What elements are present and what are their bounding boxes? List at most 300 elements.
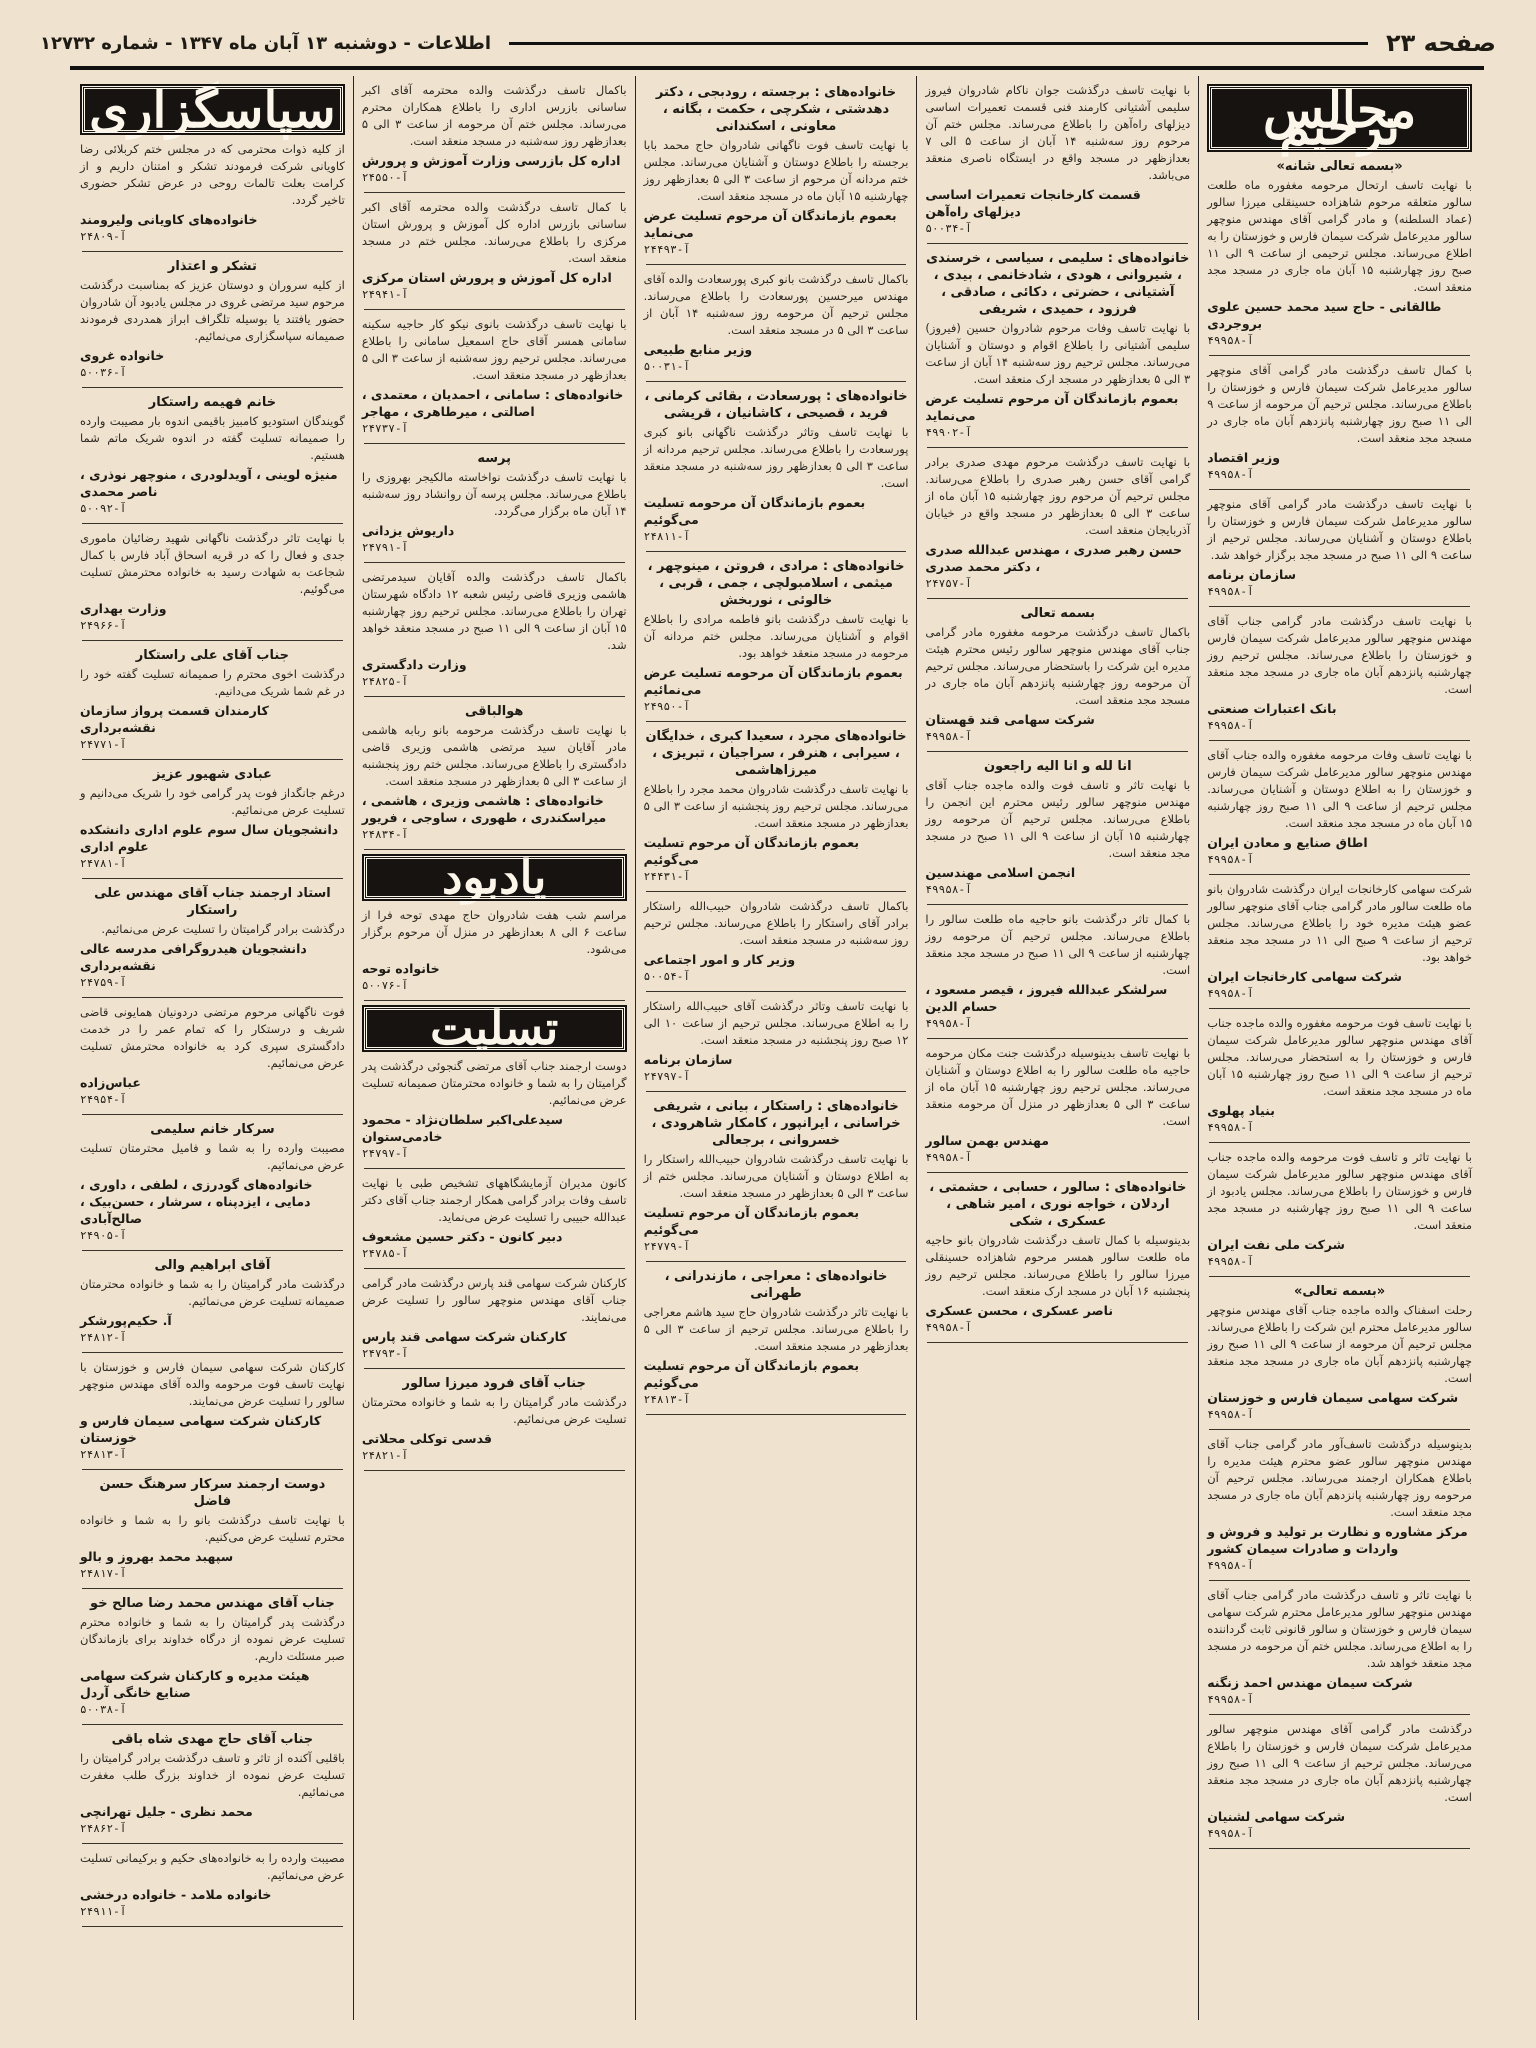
notice bbox=[644, 84, 909, 258]
notice-code: آ-۵۰۰۳۴ bbox=[925, 222, 972, 235]
notice-divider bbox=[927, 751, 1188, 752]
notice-code: آ-۴۹۹۵۸ bbox=[925, 883, 972, 896]
notice-body: درگذشت مادر گرامیتان را به شما و خانواده محترمتان تسلیت عرض می‌نمائیم. bbox=[361, 1395, 627, 1426]
notice-signature: بعموم بازماندگان آن مرحوم تسلیت عرض می‌نماید bbox=[643, 208, 897, 240]
notice-divider bbox=[82, 1469, 343, 1470]
banner-memorial: یادبود bbox=[364, 856, 625, 899]
notice-title: خانواده‌های مجرد ، سعیدا کبری ، خدایگان ، سیرابی ، هنرفر ، سراجیان ، تبریزی ، میرزاهاشمی bbox=[645, 729, 907, 778]
notice-divider bbox=[1209, 740, 1470, 741]
notice-divider bbox=[364, 562, 625, 563]
notice-divider bbox=[1209, 606, 1470, 607]
notice-divider bbox=[1209, 355, 1470, 356]
notice-divider bbox=[82, 1588, 343, 1589]
notice-divider bbox=[646, 1261, 907, 1262]
notice-divider bbox=[927, 447, 1188, 448]
notice-signature: کارکنان شرکت سهامی قند پارس bbox=[361, 1329, 567, 1344]
notice bbox=[925, 1045, 1190, 1166]
notice-divider bbox=[364, 1268, 625, 1269]
notice-divider bbox=[646, 551, 907, 552]
notice bbox=[1207, 362, 1472, 483]
notice-signature: سازمان برنامه bbox=[1207, 567, 1297, 582]
notice-code: آ-۲۴۴۳۱ bbox=[643, 870, 690, 883]
notice-signature: سازمان برنامه bbox=[643, 1052, 733, 1067]
notice-title: خانواده‌های : مرادی ، فروتن ، مینوچهر ، میثمی ، اسلامبولچی ، جمی ، قربی ، خالوئی ، نوربخش bbox=[647, 559, 905, 608]
notice-title: تشکر و اعتذار bbox=[167, 259, 257, 274]
notice-divider bbox=[82, 251, 343, 252]
notice bbox=[80, 1850, 345, 1920]
notice-signature: قسمت کارخانجات تعمیرات اساسی دیزلهای راه‌آهن bbox=[925, 187, 1141, 219]
column-4-notices-a bbox=[362, 82, 627, 850]
notice bbox=[362, 450, 627, 556]
notice-signature: شرکت سهامی لشنیان bbox=[1207, 1809, 1346, 1824]
notice-body: با نهایت تاسف وفات مرحوم شادروان حسین (فیروز) سلیمی آشتیانی را باطلاع اقوام و دوستان و آشنایان می‌رساند. مجلس ترحیم روز سه‌شنبه ۱۴ آبان از ساعت ۳ الی ۵ بعدازظهر در مسجد ارک منعقد است. bbox=[925, 321, 1191, 386]
column-3 bbox=[635, 76, 917, 2020]
notice bbox=[362, 1175, 627, 1262]
column-4 bbox=[353, 76, 635, 2020]
notice-code: آ-۴۹۹۵۸ bbox=[1207, 853, 1254, 866]
notice-signature: دبیر کانون - دکتر حسین مشعوف bbox=[361, 1229, 563, 1244]
column-2 bbox=[916, 76, 1198, 2020]
notice-signature: بعموم بازماندگان آن مرحوم تسلیت می‌گوئیم bbox=[643, 1205, 860, 1237]
notice bbox=[80, 1476, 345, 1582]
notice-body: کارکنان شرکت سهامی قند پارس درگذشت مادر گرامی جناب آقای مهندس منوچهر سالور را تسلیت عرض می‌نمایند. bbox=[361, 1276, 627, 1324]
notice-code: آ-۲۴۹۵۰ bbox=[643, 700, 690, 713]
notice-title: جناب آقای فرود میرزا سالور bbox=[402, 1376, 586, 1391]
notice-body: باکمال تاسف درگذشت بانو کبری پورسعادت والده آقای مهندس میرحسین پورسعادت را باطلاع می‌رساند. مجلس ترحیم آن مرحومه روز سه‌شنبه ۱۴ آبان از ساعت ۳ الی ۵ در مسجد منعقد است. bbox=[643, 272, 909, 337]
notice-body: با نهایت تاثر و تاسف فوت مرحومه والده ماجده جناب آقای مهندس منوچهر سالور مدیرعامل شرکت سیمان فارس و خوزستان را باطلاع می‌رساند. مجلس یادبود از ساعت ۹ الی ۱۱ صبح روز چهارشنبه در مسجد مجد منعقد است. bbox=[1207, 1150, 1472, 1232]
notice-code: آ-۲۴۸۱۳ bbox=[80, 1448, 127, 1461]
notice-code: آ-۴۹۹۵۸ bbox=[1207, 1121, 1254, 1134]
notice-signature: خانواده توحه bbox=[361, 961, 440, 976]
notice bbox=[1207, 1149, 1472, 1270]
notice bbox=[925, 1179, 1190, 1336]
notice-signature: وزارت دادگستری bbox=[361, 657, 467, 672]
notice-title: خانواده‌های : سالور ، حسابی ، حشمتی ، اردلان ، خواجه نوری ، امیر شاهی ، عسکری ، شکی bbox=[929, 1180, 1187, 1229]
notice-body: باکمال تاسف درگذشت شادروان حبیب‌الله راستکار برادر آقای راستکار را باطلاع می‌رساند. مجلس ترحیم روز سه‌شنبه در مسجد منعقد است. bbox=[643, 899, 909, 947]
column-3-notices bbox=[644, 84, 909, 1415]
banner-thanks: سپاسگزاری bbox=[82, 86, 343, 133]
notice-signature: وزارت بهداری bbox=[80, 601, 167, 616]
notice-body: با نهایت تاسف فوت ناگهانی شادروان حاج محمد بابا برجسته را باطلاع دوستان و آشنایان می‌رساند. مجلس ختم مردانه آن مرحوم از ساعت ۳ الی ۵ بعدازظهر روز چهارشنبه ۱۵ آبان ماه در مسجد منعقد است. bbox=[643, 138, 909, 203]
notice-divider bbox=[82, 997, 343, 998]
notice-title: خانواده‌های : پورسعادت ، بقائی کرمانی ، فرید ، قصیحی ، کاشانیان ، قریشی bbox=[644, 389, 908, 421]
notice bbox=[80, 141, 345, 245]
notice-code: آ-۲۴۴۹۳ bbox=[643, 243, 690, 256]
notice-body: با نهایت تاسف وتاثر درگذشت ناگهانی بانو کبری پورسعادت را باطلاع می‌رساند. مجلس ترحیم مردانه از ساعت ۳ الی ۵ بعدازظهر روز سه‌شنبه در مسجد منعقد است. bbox=[643, 425, 909, 490]
notice-signature: حسن رهبر صدری ، مهندس عبدالله صدری ، دکتر محمد صدری bbox=[925, 542, 1182, 574]
notice bbox=[1207, 1436, 1472, 1574]
notice bbox=[1207, 1721, 1472, 1842]
notice bbox=[644, 728, 909, 885]
notice-divider bbox=[82, 1926, 343, 1927]
notice-code: آ-۴۹۹۵۸ bbox=[1207, 987, 1254, 1000]
notice-divider bbox=[82, 1114, 343, 1115]
notice-body: بدینوسیله با کمال تاسف درگذشت شادروان بانو حاجیه ماه طلعت سالور همسر مرحوم شاهزاده حسینقلی میرزا سالور را باطلاع می‌رساند. مجلس ترحیم روز پنجشنبه ۱۶ آبان در مسجد ارک منعقد است. bbox=[925, 1233, 1191, 1298]
notice-body: با نهایت تاسف درگذشت مرحومه بانو ربابه هاشمی مادر آقایان سید مرتضی هاشمی وزیری قاضی دادگستری را باطلاع می‌رساند. مجلس ختم روز پنجشنبه از ساعت ۳ الی ۵ بعدازظهر در مسجد منعقد است. bbox=[361, 723, 627, 788]
notice-title: انا لله و انا الیه راجعون bbox=[983, 759, 1132, 774]
notice-divider bbox=[1209, 1276, 1470, 1277]
notice-signature: طالقانی - حاج سید محمد حسین علوی بروجردی bbox=[1207, 299, 1442, 331]
notice-code: آ-۲۴۹۶۶ bbox=[80, 619, 127, 632]
notice-code: آ-۲۴۷۵۷ bbox=[925, 577, 972, 590]
notice-signature: شرکت سهامی کارخانجات ایران bbox=[1207, 969, 1402, 984]
notice-signature: اطاق صنایع و معادن ایران bbox=[1207, 835, 1368, 850]
notice-divider bbox=[646, 1091, 907, 1092]
notice-title: خانواده‌های : سلیمی ، سیاسی ، خرسندی ، شیروانی ، هودی ، شادخانمی ، بیدی ، آشتیانی ، حضرتی ، دکائی ، صادقی ، فرزود ، حمیدی ، شریفی bbox=[926, 251, 1190, 317]
notice-code: آ-۲۴۸۶۲ bbox=[80, 1822, 127, 1835]
notice-code: آ-۲۴۷۸۵ bbox=[361, 1247, 409, 1260]
notice-code: آ-۴۹۹۵۸ bbox=[925, 1321, 972, 1334]
notice-body: با نهایت تاسف درگذشت مادر گرامی جناب آقای مهندس منوچهر سالور مدیرعامل شرکت سیمان فارس و خوزستان را باطلاع می‌رساند. مجلس ترحیم روز چهارشنبه پانزدهم آبان ماه جاری در مسجد مجد منعقد است. bbox=[1207, 614, 1472, 696]
notice bbox=[925, 250, 1190, 441]
notice-body: مصیبت وارده را به خانواده‌های حکیم و برکیمانی تسلیت عرض می‌نمائیم. bbox=[80, 1851, 345, 1882]
notice-signature: بنیاد پهلوی bbox=[1207, 1103, 1275, 1118]
notice-signature: شرکت ملی نفت ایران bbox=[1207, 1237, 1345, 1252]
notice bbox=[925, 82, 1190, 237]
notice-code: آ-۲۴۵۵۰ bbox=[361, 171, 409, 184]
notice-title: سرکار خانم سلیمی bbox=[150, 1122, 275, 1137]
notice-body: باکمال تاسف درگذشت والده محترمه آقای اکبر ساسانی بازرس اداری را باطلاع همکاران محترم می‌رساند. مجلس ختم آن مرحومه از ساعت ۳ الی ۵ بعدازظهر روز سه‌شنبه در مسجد منعقد است. bbox=[361, 83, 627, 148]
notice-signature: شرکت سیمان مهندس احمد زنگنه bbox=[1207, 1675, 1413, 1690]
notice-divider bbox=[927, 1038, 1188, 1039]
notice-title: خانم فهیمه راستکار bbox=[148, 395, 277, 410]
notice bbox=[1207, 1015, 1472, 1136]
notice-body: با نهایت تاسف بدینوسیله درگذشت جنت مکان مرحومه حاجیه ماه طلعت سالور را به اطلاع دوستان و آشنایان می‌رساند. مجلس ترحیم روز چهارشنبه ۱۵ آبان ماه از ساعت ۳ الی ۵ بعدازظهر در منزل آن مرحومه منعقد است. bbox=[925, 1046, 1191, 1128]
notice-signature: خانواده ملامد - خانواده درخشی bbox=[80, 1887, 272, 1902]
notice-signature: وزیر منابع طبیعی bbox=[643, 342, 753, 357]
notice-divider bbox=[1209, 1142, 1470, 1143]
banner-condolences: مجالس ترحیم bbox=[1209, 86, 1470, 150]
notice-body: با نهایت تاسف درگذشت بانو فاطمه مرادی را باطلاع اقوام و آشنایان می‌رساند. مجلس ختم مردانه آن مرحومه در مسجد منعقد خواهد بود. bbox=[643, 612, 909, 660]
notice-body: با کمال تاسف درگذشت مادر گرامی آقای منوچهر سالور مدیرعامل شرکت سیمان فارس و خوزستان را باطلاع می‌رساند. مجلس ترحیم آن مرحومه از ساعت ۹ الی ۱۱ صبح روز چهارشنبه پانزدهم آبان ماه جاری در مسجد مجد منعقد است. bbox=[1207, 363, 1472, 445]
notice-signature: خانواده‌های : سامانی ، احمدیان ، معتمدی ، اصالتی ، میرطاهری ، مهاجر bbox=[361, 387, 624, 419]
notice bbox=[80, 1595, 345, 1718]
notice-body: دوست ارجمند جناب آقای مرتضی گنجوئی درگذشت پدر گرامیتان را به شما و خانواده محترمتان صمیمانه تسلیت عرض می‌نمائیم. bbox=[361, 1059, 627, 1107]
notice-signature: اداره کل آموزش و پرورش استان مرکزی bbox=[361, 270, 612, 285]
notice bbox=[362, 82, 627, 186]
column-2-notices bbox=[925, 82, 1190, 1343]
notice-divider bbox=[82, 878, 343, 879]
notice-divider bbox=[646, 381, 907, 382]
notice-divider bbox=[364, 443, 625, 444]
notice-divider bbox=[82, 523, 343, 524]
notice-code: آ-۴۹۹۵۸ bbox=[1207, 1408, 1254, 1421]
notice-signature: کارمندان قسمت پرواز سازمان نقشه‌برداری bbox=[80, 703, 269, 735]
notice-code: آ-۲۴۸۳۴ bbox=[361, 828, 409, 841]
notice-code: آ-۵۰۰۳۱ bbox=[643, 360, 690, 373]
notice-signature: سیدعلی‌اکبر سلطان‌نژاد - محمود خادمی‌ستوان bbox=[361, 1112, 563, 1144]
notice bbox=[362, 907, 627, 994]
notice-divider bbox=[927, 1172, 1188, 1173]
notice bbox=[80, 1359, 345, 1463]
notice-code: آ-۲۴۷۷۹ bbox=[643, 1240, 690, 1253]
notice-code: آ-۲۴۸۱۳ bbox=[643, 1393, 690, 1406]
notice-divider bbox=[82, 1250, 343, 1251]
notice-divider bbox=[1209, 1848, 1470, 1849]
notice-code: آ-۴۹۹۰۲ bbox=[925, 426, 972, 439]
notice-code: آ-۴۹۹۵۸ bbox=[1207, 1255, 1254, 1268]
notice-title: خانواده‌های : برجسته ، رودبجی ، دکتر دهدشتی ، شکرچی ، حکمت ، بگانه ، معاونی ، اسکندانی bbox=[655, 85, 897, 134]
notice-signature: وزیر اقتصاد bbox=[1207, 450, 1280, 465]
column-1 bbox=[1198, 76, 1480, 2020]
notice-title: هوالباقی bbox=[465, 704, 524, 719]
notice-code: آ-۴۹۹۵۸ bbox=[1207, 468, 1254, 481]
notice-code: آ-۴۹۹۵۸ bbox=[1207, 585, 1254, 598]
notice-code: آ-۲۴۸۱۱ bbox=[643, 530, 690, 543]
notice-body: با نهایت تاسف درگذشت مادر گرامی آقای منوچهر سالور مدیرعامل شرکت سیمان فارس و خوزستان را باطلاع دوستان و آشنایان می‌رساند. مجلس ترحیم از ساعت ۹ الی ۱۱ صبح در مسجد مجد برگزار خواهد شد. bbox=[1207, 497, 1472, 562]
notice-code: آ-۵۰۰۷۶ bbox=[361, 979, 409, 992]
notice-body: کانون مدیران آزمایشگاههای تشخیص طبی با نهایت تاسف وفات برادر گرامی همکار ارجمند جناب آقای دکتر عبدالله حبیبی را تسلیت عرض می‌نماید. bbox=[361, 1176, 627, 1224]
notice-body: با نهایت تاسف درگذشت شادروان محمد مجرد را باطلاع می‌رساند. مجلس ترحیم روز پنجشنبه از ساعت ۳ الی ۵ بعدازظهر در مسجد منعقد است. bbox=[643, 782, 909, 830]
notice-title: «بسمه تعالی شانه» bbox=[1276, 159, 1403, 174]
notice-divider bbox=[82, 759, 343, 760]
notice-divider bbox=[927, 904, 1188, 905]
notice-signature: سپهبد محمد بهروز و بالو bbox=[80, 1549, 234, 1564]
notice-body: با نهایت تاسف درگذشت بانو را به شما و خانواده محترم تسلیت عرض می‌کنیم. bbox=[80, 1513, 345, 1544]
notice-signature: قدسی توکلی محلاتی bbox=[361, 1431, 492, 1446]
notice-signature: دانشجویان هیدروگرافی مدرسه عالی نقشه‌برداری bbox=[80, 941, 307, 973]
notice bbox=[80, 1004, 345, 1108]
notice bbox=[362, 199, 627, 303]
header-rule bbox=[509, 42, 1368, 45]
notice-code: آ-۲۴۷۹۳ bbox=[361, 1347, 409, 1360]
notice-code: آ-۴۹۹۵۸ bbox=[1207, 1559, 1254, 1572]
notice-body: درگذشت مادر گرامیتان را به شما و خانواده محترمتان صمیمانه تسلیت عرض می‌نمائیم. bbox=[80, 1277, 345, 1308]
notice bbox=[644, 1268, 909, 1408]
page-number: صفحه ۲۳ bbox=[1386, 29, 1496, 57]
notice-code: آ-۵۰۰۹۲ bbox=[80, 502, 127, 515]
notice-body: با نهایت تاسف ارتحال مرحومه مغفوره ماه طلعت سالور متعلقه مرحوم شاهزاده حسینقلی میرزا سالور (عماد السلطنه) و مادر گرامی آقای مهندس منوچهر سالور مدیرعامل شرکت سیمان فارس و خوزستان را به اطلاع می‌رساند. مجلس ترحیمی از ساعت ۹ الی ۱۱ صبح روز چهارشنبه ۱۵ آبان ماه جاری در مسجد مجد منعقد است. bbox=[1207, 178, 1472, 294]
notice-body: درگذشت پدر گرامیتان را به شما و خانواده محترم تسلیت عرض نموده از درگاه خداوند برای بازماندگان صبر مسئلت داریم. bbox=[80, 1615, 345, 1663]
notice-signature: محمد نظری - جلیل تهرانچی bbox=[80, 1804, 253, 1819]
notice bbox=[644, 998, 909, 1085]
notice-divider bbox=[1209, 1429, 1470, 1430]
notice-body: مراسم شب هفت شادروان حاج مهدی توحه فرا از ساعت ۶ الی ۸ بعدازظهر در منزل آن مرحوم برگزار می‌شود. bbox=[361, 908, 627, 956]
notice-code: آ-۴۹۹۵۸ bbox=[925, 1151, 972, 1164]
notice-body: با نهایت تاسف درگذشت بانوی نیکو کار حاجیه سکینه سامانی همسر آقای حاج اسمعیل سامانی را باطلاع می‌رساند. مجلس ترحیم روز سه‌شنبه از ساعت ۳ الی ۵ بعدازظهر در مسجد منعقد است. bbox=[361, 317, 627, 382]
notice-title: دوست ارجمند سرکار سرهنگ حسن فاضل bbox=[99, 1477, 326, 1509]
column-1-notices bbox=[1207, 158, 1472, 1849]
notice bbox=[1207, 158, 1472, 349]
notice-signature: عباس‌زاده bbox=[80, 1075, 141, 1090]
notice-signature: شرکت سهامی سیمان فارس و خوزستان bbox=[1207, 1390, 1459, 1405]
notice-title: آقای ابراهیم والی bbox=[154, 1258, 271, 1273]
notice-divider bbox=[82, 640, 343, 641]
notice-body: با نهایت تاسف وفات مرحومه مغفوره والده جناب آقای مهندس منوچهر سالور مدیرعامل شرکت سیمان فارس و خوزستان را به اطلاع دوستان و آشنایان می‌رساند. مجلس ترحیم از ساعت ۹ الی ۱۱ صبح روز چهارشنبه ۱۵ آبان ماه در مسجد مجد منعقد است. bbox=[1207, 748, 1472, 830]
notice-title: خانواده‌های : راستکار ، بیانی ، شریفی خراسانی ، ایرانپور ، کامکار شاهرودی ، خسروانی ، برجعالی bbox=[651, 1099, 901, 1148]
notice-code: آ-۵۰۰۳۸ bbox=[80, 1703, 127, 1716]
notice bbox=[362, 1058, 627, 1162]
notice bbox=[1207, 747, 1472, 868]
notice-body: با نهایت تاسف وتاثر درگذشت آقای حبیب‌الله راستکار را به اطلاع می‌رساند. مجلس ترحیم از ساعت ۱۰ الی ۱۲ صبح روز پنجشنبه در مسجد منعقد است. bbox=[643, 999, 909, 1047]
banner-sympathy: تسلیت bbox=[364, 1007, 625, 1050]
notice-body: از کلیه ذوات محترمی که در مجلس ختم کربلائی رضا کاویانی شرکت فرمودند تشکر و امتنان داریم و از کرامت بعلت تالمات روحی در عرض تشکر حضوری تاخیر گردد. bbox=[80, 142, 345, 207]
notice bbox=[362, 316, 627, 437]
notice-divider bbox=[364, 192, 625, 193]
column-5-notices bbox=[80, 141, 345, 1927]
notice bbox=[1207, 1283, 1472, 1423]
top-divider bbox=[70, 66, 1484, 70]
notice-divider bbox=[82, 1724, 343, 1725]
notice-signature: دانشجویان سال سوم علوم اداری دانشکده علوم اداری bbox=[80, 822, 339, 854]
notice bbox=[80, 530, 345, 634]
notice-signature: بعموم بازماندگان آن مرحوم تسلیت می‌گوئیم bbox=[643, 1358, 860, 1390]
notice bbox=[80, 885, 345, 991]
notice-signature: بعموم بازماندگان آن مرحومه تسلیت می‌گوئیم bbox=[643, 495, 866, 527]
notice-code: آ-۲۴۹۴۱ bbox=[361, 288, 409, 301]
notice-divider bbox=[646, 721, 907, 722]
notice-code: آ-۴۹۹۵۸ bbox=[925, 730, 972, 743]
notice-divider bbox=[82, 387, 343, 388]
notice-body: رحلت اسفناک والده ماجده جناب آقای مهندس منوچهر سالور مدیرعامل محترم این شرکت را باطلاع می‌رساند. مجلس ترحیم آن مرحومه از ساعت ۹ الی ۱۱ صبح روز چهارشنبه پانزدهم آبان ماه جاری در مسجد مجد منعقد است. bbox=[1207, 1303, 1472, 1385]
notice-divider bbox=[927, 243, 1188, 244]
notice-body: شرکت سهامی کارخانجات ایران درگذشت شادروان بانو ماه طلعت سالور مادر گرامی جناب آقای منوچهر سالور عضو هیئت مدیره خود را باطلاع می‌رساند. مجلس ترحیم از ساعت ۹ صبح الی ۱۱ در مسجد مجد منعقد خواهد بود. bbox=[1207, 882, 1473, 964]
notice bbox=[362, 569, 627, 690]
notice-body: با نهایت تاثر و تاسف درگذشت مادر گرامی جناب آقای مهندس منوچهر سالور مدیرعامل محترم شرکت سهامی سیمان فارس و خوزستان و سالور قانونی ثابت گرداننده را به اطلاع می‌رساند. مجلس ختم آن مرحومه در مسجد مجد منعقد خواهد شد. bbox=[1207, 1588, 1472, 1670]
notice-body: درگذشت برادر گرامیتان را تسلیت عرض می‌نمائیم. bbox=[101, 922, 345, 936]
notice-divider bbox=[364, 1368, 625, 1369]
notice-signature: هیئت مدیره و کارکنان شرکت سهامی صنایع خانگی آردل bbox=[80, 1668, 310, 1700]
notice bbox=[1207, 613, 1472, 734]
notice-code: آ-۲۴۹۰۵ bbox=[80, 1229, 127, 1242]
notice-signature: خانواده‌های گودرزی ، لطفی ، داوری ، دمایی ، ایزدپناه ، سرشار ، حسن‌بیک ، صالح‌آبادی bbox=[80, 1177, 313, 1226]
notice-signature: بعموم بازماندگان آن مرحومه تسلیت عرض می‌نمائیم bbox=[643, 665, 903, 697]
notice-body: فوت ناگهانی مرحوم مرتضی دردونیان همایونی قاضی شریف و درستکار را که تمام عمر را در خدمت دادگستری سپری کرد به خانواده محترمش تسلیت عرض می‌نمائیم. bbox=[80, 1005, 345, 1070]
notice-body: درگذشت اخوی محترم را صمیمانه تسلیت گفته خود را در غم شما شریک می‌دانیم. bbox=[80, 667, 345, 698]
notice-code: آ-۲۴۷۸۱ bbox=[80, 857, 127, 870]
notice-signature: اداره کل بازرسی وزارت آموزش و پرورش bbox=[361, 153, 621, 168]
notice-title: استاد ارجمند جناب آقای مهندس علی راستکار bbox=[94, 886, 331, 918]
notice-code: آ-۲۴۸۱۲ bbox=[80, 1331, 127, 1344]
notice-code: آ-۲۴۹۱۱ bbox=[80, 1905, 127, 1918]
notice-code: آ-۲۴۷۵۹ bbox=[80, 976, 127, 989]
notice-title: عبادی شهیور عزیز bbox=[152, 767, 272, 782]
notice-body: با نهایت تاثر درگذشت ناگهانی شهید رضائیان ماموری جدی و فعال را که در قریه اسحاق آباد فارس با کمال شجاعت به شهادت رسید به خانواده محترمش تسلیت می‌گوئیم. bbox=[80, 531, 345, 596]
notice-signature: کارکنان شرکت سهامی سیمان فارس و خوزستان bbox=[80, 1413, 322, 1445]
notice-title: جناب آقای مهندس محمد رضا صالح خو bbox=[90, 1596, 335, 1611]
notice-signature: خانواده غروی bbox=[80, 348, 165, 363]
notice bbox=[80, 394, 345, 517]
notice bbox=[1207, 1587, 1472, 1708]
notice bbox=[644, 898, 909, 985]
notice-signature: خانواده‌های : هاشمی وزیری ، هاشمی ، میراسکندری ، طهوری ، ساوجی ، فریور bbox=[361, 793, 607, 825]
notice-divider bbox=[646, 1414, 907, 1415]
notice-code: آ-۴۹۹۵۸ bbox=[1207, 334, 1254, 347]
notice-body: با نهایت تاثر درگذشت شادروان حاج سید هاشم معراجی را باطلاع می‌رساند. مجلس ترحیم از ساعت ۳ الی ۵ بعدازظهر در مسجد منعقد است. bbox=[643, 1305, 909, 1353]
notice bbox=[925, 758, 1190, 898]
notice-divider bbox=[82, 1352, 343, 1353]
notice-code: آ-۲۴۸۲۵ bbox=[361, 675, 409, 688]
notice-title: «بسمه تعالی» bbox=[1294, 1284, 1386, 1299]
notice-divider bbox=[646, 891, 907, 892]
column-4-notices-b bbox=[362, 907, 627, 1001]
notice-code: آ-۲۴۸۲۱ bbox=[361, 1449, 409, 1462]
notice bbox=[1207, 496, 1472, 600]
notice-title: خانواده‌های : معراجی ، مازندرانی ، طهرانی bbox=[664, 1269, 888, 1301]
notice-body: باقلبی آکنده از تاثر و تاسف درگذشت برادر گرامیتان را تسلیت عرض نموده از خداوند بزرگ طلب مغفرت می‌نمائیم. bbox=[80, 1751, 345, 1799]
notice bbox=[1207, 881, 1472, 1002]
notice-signature: مهندس بهمن سالور bbox=[925, 1133, 1049, 1148]
notice-signature: ناصر عسکری ، محسن عسکری bbox=[925, 1303, 1114, 1318]
notice-divider bbox=[364, 1168, 625, 1169]
notice bbox=[925, 911, 1190, 1032]
notice bbox=[80, 1731, 345, 1837]
notice-code: آ-۲۴۷۹۷ bbox=[643, 1070, 690, 1083]
notice-signature: سرلشکر عبدالله فیروز ، قیصر مسعود ، حسام الدین bbox=[925, 982, 1168, 1014]
notice-signature: انجمن اسلامی مهندسین bbox=[925, 865, 1076, 880]
column-4-notices-c bbox=[362, 1058, 627, 1471]
notice-body: با نهایت تاسف درگذشت شادروان حبیب‌الله راستکار را به اطلاع دوستان و آشنایان می‌رساند. مجلس ختم از ساعت ۳ الی ۵ بعدازظهر در مسجد منعقد است. bbox=[643, 1152, 909, 1200]
notice-signature: بعموم بازماندگان آن مرحوم تسلیت می‌گوئیم bbox=[643, 835, 860, 867]
notice-code: آ-۲۴۷۹۷ bbox=[361, 1147, 409, 1160]
publication-line: اطلاعات - دوشنبه ۱۳ آبان ماه ۱۳۴۷ - شماره ۱۲۷۳۲ bbox=[40, 32, 492, 54]
notice-body: باکمال تاسف درگذشت والده آقایان سیدمرتضی هاشمی وزیری قاضی رئیس شعبه ۱۲ دادگاه شهرستان تهران را باطلاع می‌رساند. مجلس ترحیم روز چهارشنبه ۱۵ آبان از ساعت ۹ الی ۱۱ صبح در مسجد منعقد خواهد شد. bbox=[361, 570, 627, 652]
notice-code: آ-۲۴۸۱۷ bbox=[80, 1567, 127, 1580]
notice bbox=[644, 1098, 909, 1255]
notice-signature: مرکز مشاوره و نظارت بر تولید و فروش و واردات و صادرات سیمان کشور bbox=[1207, 1524, 1468, 1556]
notice-title: بسمه تعالی bbox=[1020, 606, 1095, 621]
notice-divider bbox=[1209, 489, 1470, 490]
notice-body: با نهایت تاسف درگذشت مرحوم مهدی صدری برادر گرامی آقای حسن رهبر صدری را باطلاع می‌رساند. مجلس ترحیم آن مرحوم روز چهارشنبه ۱۵ آبان ماه از ساعت ۳ الی ۵ بعدازظهر در مسجد واقع در خیابان آذربایجان منعقد است. bbox=[925, 455, 1191, 537]
notice-divider bbox=[1209, 1580, 1470, 1581]
notice-code: آ-۴۹۹۵۸ bbox=[1207, 719, 1254, 732]
notice-body: درغم جانگداز فوت پدر گرامی خود را شریک می‌دانیم و تسلیت عرض می‌نمائیم. bbox=[80, 786, 345, 817]
notice-body: با نهایت تاسف فوت مرحومه مغفوره والده ماجده جناب آقای مهندس منوچهر سالور مدیرعامل شرکت سیمان فارس و خوزستان را به استحضار می‌رساند. مجلس ترحیم از ساعت ۹ الی ۱۱ صبح روز چهارشنبه ۱۵ آبان ماه در مسجد مجد منعقد است. bbox=[1207, 1016, 1472, 1098]
notice bbox=[80, 1121, 345, 1244]
notice-signature: داریوش یزدانی bbox=[361, 523, 455, 538]
notice-divider bbox=[927, 1342, 1188, 1343]
notice-code: آ-۵۰۰۳۶ bbox=[80, 366, 127, 379]
notice-body: با کمال تاثر درگذشت بانو حاجیه ماه طلعت سالور را باطلاع می‌رساند. مجلس ترحیم آن مرحومه روز چهارشنبه از ساعت ۹ الی ۱۱ صبح در مسجد مجد منعقد است. bbox=[925, 912, 1191, 977]
notice-code: آ-۲۴۷۷۱ bbox=[80, 738, 127, 751]
notice bbox=[80, 1257, 345, 1346]
page-header bbox=[40, 26, 1496, 60]
notice-code: آ-۴۹۹۵۸ bbox=[925, 1017, 972, 1030]
notice bbox=[362, 703, 627, 843]
notice-code: آ-۲۴۸۰۹ bbox=[80, 230, 127, 243]
notice-signature: وزیر کار و امور اجتماعی bbox=[643, 952, 796, 967]
notice-title: جناب آقای علی راستکار bbox=[135, 648, 290, 663]
notice-code: آ-۴۹۹۵۸ bbox=[1207, 1827, 1254, 1840]
notice-code: آ-۲۴۷۹۱ bbox=[361, 541, 409, 554]
notice-code: آ-۴۹۹۵۸ bbox=[1207, 1693, 1254, 1706]
notice-signature: شرکت سهامی قند قهستان bbox=[925, 712, 1095, 727]
notice-title: پرسه bbox=[477, 451, 512, 466]
columns bbox=[72, 76, 1480, 2020]
notice-divider bbox=[1209, 874, 1470, 875]
notice-signature: خانواده‌های کاویانی ولیرومند bbox=[80, 212, 258, 227]
notice-divider bbox=[646, 264, 907, 265]
notice-signature: بعموم بازماندگان آن مرحوم تسلیت عرض می‌نماید bbox=[925, 391, 1179, 423]
notice bbox=[925, 454, 1190, 592]
notice-divider bbox=[364, 1470, 625, 1471]
notice-divider bbox=[646, 991, 907, 992]
column-5 bbox=[72, 76, 353, 2020]
notice-signature: بانک اعتبارات صنعتی bbox=[1207, 701, 1337, 716]
notice bbox=[925, 605, 1190, 745]
notice-divider bbox=[364, 696, 625, 697]
notice-body: کارکنان شرکت سهامی سیمان فارس و خوزستان با نهایت تاسف فوت مرحومه والده آقای مهندس منوچهر سالور را تسلیت عرض می‌نمایند. bbox=[80, 1360, 345, 1408]
notice-title: جناب آقای حاج مهدی شاه باقی bbox=[111, 1732, 314, 1747]
notice-body: بدینوسیله درگذشت تاسف‌آور مادر گرامی جناب آقای مهندس منوچهر سالور عضو محترم هیئت مدیره را باطلاع همکاران ارجمند می‌رساند. مجلس ترحیم آن مرحومه روز چهارشنبه پانزدهم آبان ماه جاری در مسجد مجد منعقد است. bbox=[1207, 1437, 1472, 1519]
notice-body: با نهایت تاسف درگذشت نواخاسته مالکیجر بهروزی را باطلاع می‌رساند. مجلس پرسه آن روانشاد روز سه‌شنبه ۱۴ آبان ماه برگزار می‌گردد. bbox=[361, 470, 627, 518]
notice-divider bbox=[1209, 1008, 1470, 1009]
notice-body: با نهایت تاثر و تاسف فوت والده ماجده جناب آقای مهندس منوچهر سالور رئیس محترم این انجمن را باطلاع می‌رساند. مجلس ترحیم آن مرحومه روز چهارشنبه ۱۵ آبان از ساعت ۹ الی ۱۱ صبح در مسجد مجد منعقد است. bbox=[925, 778, 1191, 860]
notice-body: باکمال تاسف درگذشت مرحومه مغفوره مادر گرامی جناب آقای مهندس منوچهر سالور رئیس محترم هیئت مدیره این شرکت را باستحضار می‌رساند. مجلس ترحیم آن مرحومه روز چهارشنبه پانزدهم آبان ماه جاری در مسجد مجد منعقد است. bbox=[925, 625, 1191, 707]
notice-code: آ-۵۰۰۵۴ bbox=[643, 970, 690, 983]
notice bbox=[362, 1375, 627, 1464]
notice-body: با کمال تاسف درگذشت والده محترمه آقای اکبر ساسانی بازرس اداره کل آموزش و پرورش استان مرکزی را باطلاع می‌رساند. مجلس ختم در مسجد منعقد است. bbox=[361, 200, 627, 265]
